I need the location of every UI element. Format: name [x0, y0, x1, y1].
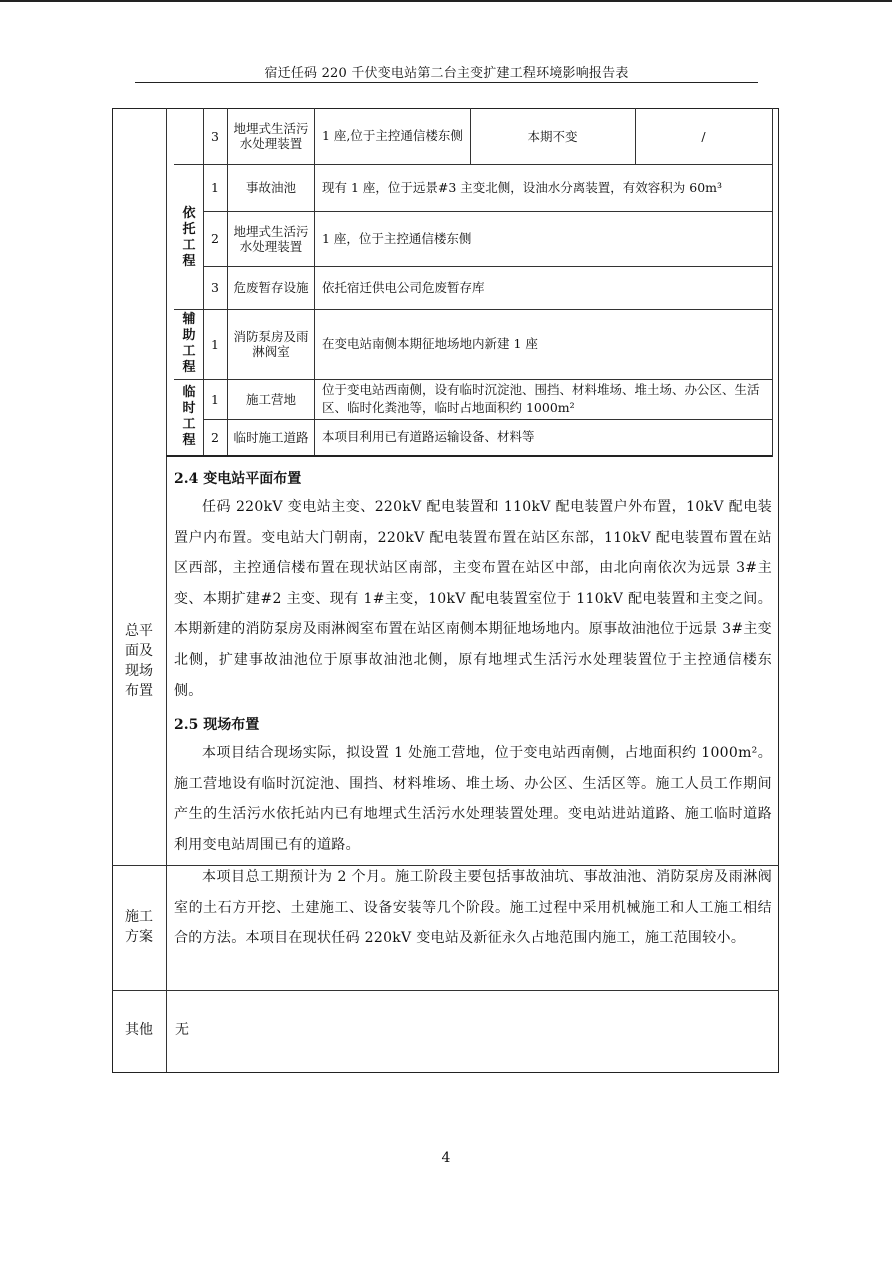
item-desc: 1 座，位于主控通信楼东侧	[322, 230, 472, 246]
section-label-layout: 总平面及现场布置	[125, 623, 153, 699]
section-label-construction: 施工方案	[125, 909, 153, 945]
top-border	[0, 0, 892, 2]
item-desc: 在变电站南侧本期征地场地内新建 1 座	[322, 336, 538, 351]
col-divider	[772, 108, 773, 457]
item-name: 临时施工道路	[233, 429, 309, 445]
col-divider	[227, 108, 228, 457]
other-value: 无	[175, 1022, 189, 1038]
paragraph: 任码 220kV 变电站主变、220kV 配电装置和 110kV 配电装置户外布置，10kV 配电装置户内布置。变电站大门朝南，220kV 配电装置布置在站区东部，110kV 配电装置布置在站区西部，主控通信楼布置在现状站区南部，主变布置在站区中部，由北向南依次为远景 3#主变、本期扩建#2 主变、现有 1#主变，10kV 配电装置室位于 110kV 配电装置和主变之间。本期新建的消防泵房及雨淋阀室布置在站区南侧本期征地场地内。原事故油池位于远景 3#主变北侧，扩建事故油池位于原事故油池北侧，原有地埋式生活污水处理装置位于主控通信楼东侧。	[174, 499, 772, 699]
item-name: 地埋式生活污水处理装置	[233, 121, 309, 151]
header-rule	[135, 82, 758, 83]
paragraph: 本项目总工期预计为 2 个月。施工阶段主要包括事故油坑、事故油池、消防泵房及雨淋阀室的土石方开挖、土建施工、设备安装等几个阶段。施工过程中采用机械施工和人工施工相结合的方法。本项目在现状任码 220kV 变电站及新征永久占地范围内施工，施工范围较小。	[174, 869, 772, 947]
group-label-linshi: 临时工程	[182, 385, 196, 448]
item-name: 事故油池	[245, 180, 296, 195]
item-desc: 依托宿迁供电公司危废暂存库	[322, 279, 485, 295]
section-divider	[166, 455, 773, 457]
group-label-yituo: 依托工程	[182, 206, 196, 269]
item-desc: 位于变电站西南侧，设有临时沉淀池、围挡、材料堆场、堆土场、办公区、生活区、临时化粪池等，临时占地面积约 1000m²	[322, 382, 760, 415]
page-number: 4	[441, 1150, 451, 1166]
col-divider	[166, 108, 167, 457]
item-desc: 现有 1 座，位于远景#3 主变北侧，设油水分离装置，有效容积为 60m³	[322, 179, 723, 195]
item-status: 本期不变	[527, 128, 578, 144]
item-desc: 本项目利用已有道路运输设备、材料等	[322, 429, 535, 444]
row-number: 1	[211, 180, 219, 195]
item-name: 危废暂存设施	[233, 280, 309, 295]
paragraph: 本项目结合现场实际，拟设置 1 处施工营地，位于变电站西南侧，占地面积约 1000m²。施工营地设有临时沉淀池、围挡、材料堆场、堆土场、办公区、生活区等。施工人员工作期间产生的生活污水依托站内已有地埋式生活污水处理装置处理。变电站进站道路、施工临时道路利用变电站周围已有的道路。	[174, 745, 772, 853]
row-number: 3	[211, 128, 219, 144]
row-number: 3	[211, 280, 219, 295]
section-label-other: 其他	[125, 1022, 153, 1038]
item-name: 消防泵房及雨淋阀室	[233, 329, 309, 359]
row-number: 2	[211, 231, 219, 246]
col-divider	[166, 457, 167, 1072]
col-divider	[314, 108, 315, 457]
row-number: 1	[211, 391, 219, 407]
group-label-fuzhu: 辅助工程	[182, 312, 196, 375]
row-number: 2	[211, 429, 219, 445]
page-header: 宿迁任码 220 千伏变电站第二台主变扩建工程环境影响报告表	[264, 66, 629, 81]
section-heading: 2.5 现场布置	[174, 717, 260, 733]
item-note: /	[701, 128, 706, 144]
section-heading: 2.4 变电站平面布置	[174, 471, 302, 487]
item-name: 地埋式生活污水处理装置	[233, 223, 309, 254]
row-number: 1	[211, 336, 219, 352]
row-divider	[112, 990, 779, 991]
item-name: 施工营地	[245, 391, 296, 407]
item-desc: 1 座,位于主控通信楼东侧	[322, 128, 463, 143]
